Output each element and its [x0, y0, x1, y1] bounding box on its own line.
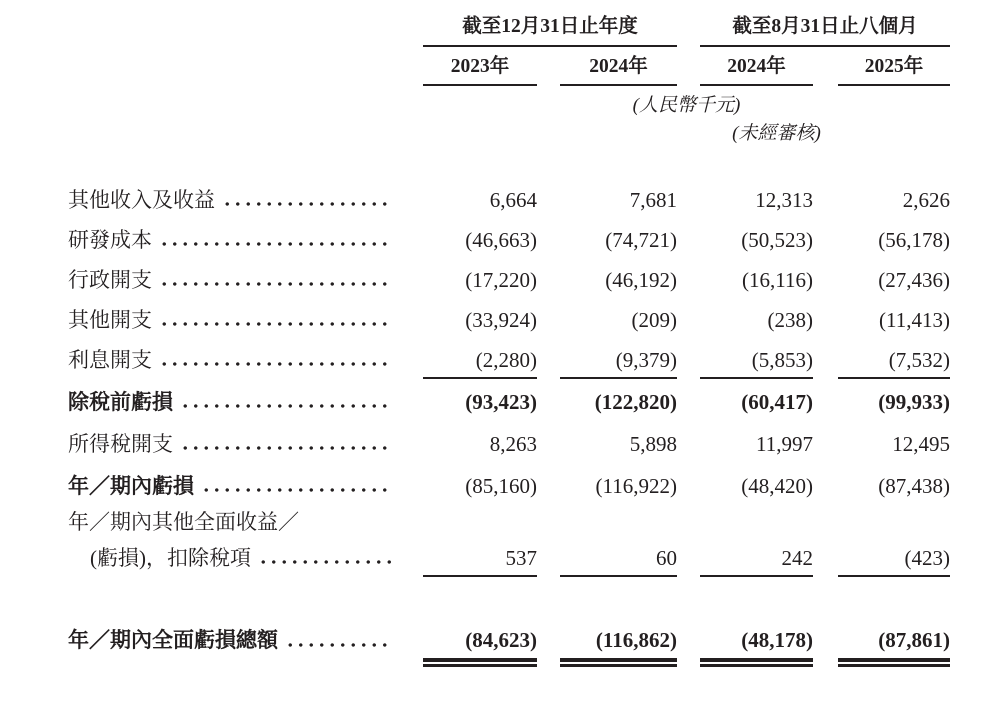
cell-value: 12,495 — [892, 432, 950, 457]
dot-leader — [180, 445, 393, 451]
cell-value: (87,438) — [878, 474, 950, 499]
table-row-total-comprehensive-loss — [68, 629, 950, 661]
table-row-oci-line1 — [68, 511, 950, 541]
year-header-row — [68, 56, 950, 85]
cell-value: (74,721) — [605, 227, 677, 252]
column-header-2023: 2023年 — [423, 56, 537, 85]
cell-value: (48,420) — [741, 474, 813, 499]
cell-value: (9,379) — [560, 349, 677, 379]
cell-value: (60,417) — [741, 390, 813, 414]
row-label: 行政開支 — [68, 267, 152, 292]
cell-value: (33,924) — [465, 307, 537, 332]
column-header-2025-8m: 2025年 — [838, 56, 950, 85]
row-label: 所得稅開支 — [68, 432, 173, 457]
cell-value: (423) — [838, 547, 950, 577]
cell-value: (17,220) — [465, 267, 537, 292]
cell-value: (87,861) — [838, 629, 950, 661]
cell-value: 7,681 — [629, 187, 677, 212]
cell-value: 6,664 — [489, 187, 537, 212]
row-label: 其他收入及收益 — [68, 187, 215, 212]
cell-value: 2,626 — [902, 187, 950, 212]
cell-value: (46,192) — [605, 267, 677, 292]
cell-value: 242 — [700, 547, 813, 577]
cell-value: (27,436) — [878, 267, 950, 292]
period-group-year-ended-dec31: 截至12月31日止年度 — [423, 16, 677, 47]
row-label: 除稅前虧損 — [68, 390, 173, 414]
financial-summary-table — [68, 16, 950, 662]
dot-leader — [159, 241, 393, 247]
cell-value: (16,116) — [742, 267, 813, 292]
cell-value: (11,413) — [879, 307, 950, 332]
label-column-spacer — [68, 95, 423, 117]
cell-value: (56,178) — [878, 227, 950, 252]
column-header-2024-fy: 2024年 — [560, 56, 677, 85]
table-row-income-tax — [68, 433, 950, 463]
cell-value: 5,898 — [629, 432, 677, 457]
row-label: 研發成本 — [68, 227, 152, 252]
table-row-rd-costs — [68, 229, 950, 259]
cell-value: (50,523) — [741, 227, 813, 252]
table-row-loss-before-tax — [68, 391, 950, 421]
table-row-interest-expenses — [68, 349, 950, 379]
dot-leader — [201, 487, 393, 493]
cell-value: (84,623) — [423, 629, 537, 661]
table-row-other-expenses — [68, 309, 950, 339]
unaudited-note-row — [68, 123, 950, 145]
cell-value: (209) — [631, 307, 677, 332]
dot-leader — [222, 201, 393, 207]
cell-value: (48,178) — [700, 629, 813, 661]
cell-value: (116,922) — [595, 474, 677, 499]
dot-leader — [159, 281, 393, 287]
dot-leader — [159, 321, 393, 327]
column-header-2024-8m: 2024年 — [700, 56, 813, 85]
currency-note: (人民幣千元) — [632, 94, 741, 116]
cell-value: (46,663) — [465, 227, 537, 252]
cell-value: (122,820) — [594, 390, 677, 414]
cell-value: (7,532) — [838, 349, 950, 379]
cell-value: 12,313 — [755, 187, 813, 212]
row-label: (虧損)，扣除稅項 — [90, 546, 251, 571]
table-row-other-income — [68, 189, 950, 219]
row-label: 利息開支 — [68, 347, 152, 372]
cell-value: 8,263 — [489, 432, 537, 457]
table-row-admin-expenses — [68, 269, 950, 299]
row-label: 年／期內虧損 — [68, 474, 194, 499]
cell-value: (238) — [767, 307, 813, 332]
table-row-oci-line2 — [68, 547, 950, 577]
dot-leader — [285, 642, 393, 648]
currency-note-row — [68, 95, 950, 117]
row-label: 其他開支 — [68, 307, 152, 332]
cell-value: (85,160) — [465, 474, 537, 499]
cell-value: (5,853) — [700, 349, 813, 379]
row-label: 年／期內其他全面收益／ — [68, 510, 299, 535]
cell-value: 537 — [423, 547, 537, 577]
period-group-header-row — [68, 16, 950, 47]
cell-value: (116,862) — [560, 629, 677, 661]
dot-leader — [180, 403, 393, 409]
cell-value: (2,280) — [423, 349, 537, 379]
row-label: 年／期內全面虧損總額 — [68, 628, 278, 653]
dot-leader — [159, 361, 393, 367]
label-column-spacer — [68, 123, 720, 145]
cell-value: (99,933) — [878, 390, 950, 414]
cell-value: (93,423) — [465, 390, 537, 414]
period-group-eight-months-aug31: 截至8月31日止八個月 — [700, 16, 950, 47]
unaudited-note: (未經審核) — [732, 122, 821, 144]
table-row-loss-for-period — [68, 475, 950, 505]
cell-value: 60 — [560, 547, 677, 577]
cell-value: 11,997 — [756, 432, 813, 457]
dot-leader — [258, 559, 393, 565]
